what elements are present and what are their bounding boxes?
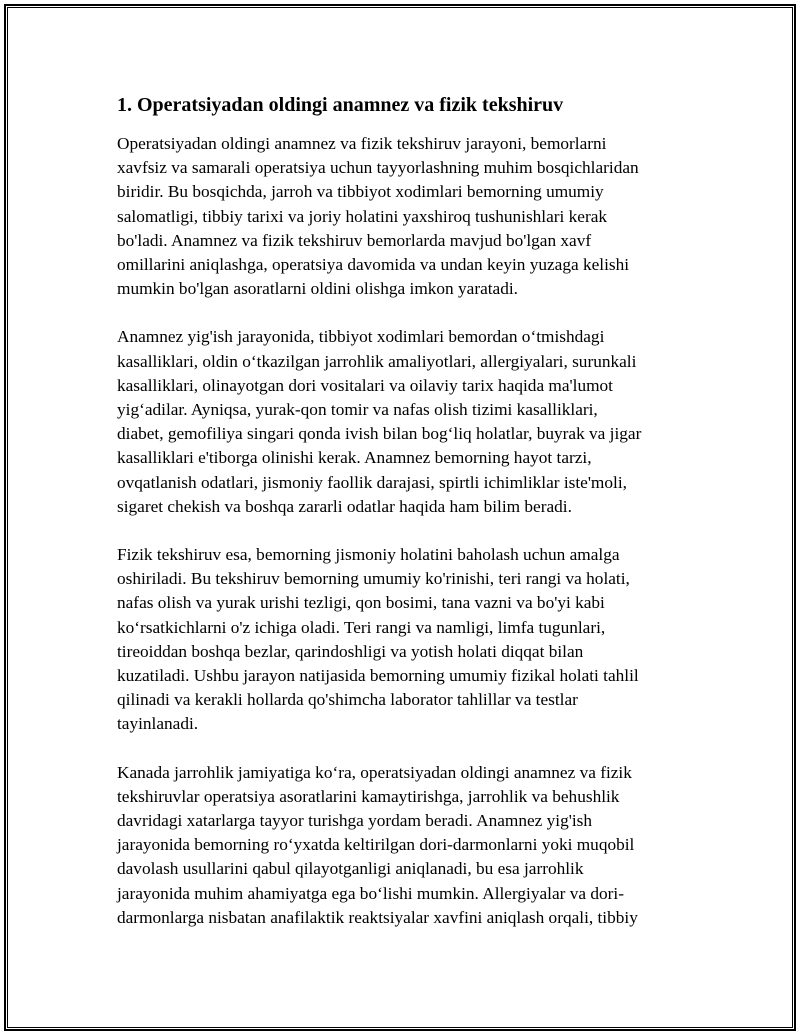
text-line: darmonlarga nisbatan anafilaktik reaktsiyalar xavfini aniqlash orqali, tibbiy: [117, 907, 638, 927]
text-line: nafas olish va yurak urishi tezligi, qon bosimi, tana vazni va bo'yi kabi: [117, 593, 605, 613]
text-line: diabet, gemofiliya singari qonda ivish bilan bog‘liq holatlar, buyrak va jigar: [117, 424, 642, 444]
text-line: kasalliklari, olinayotgan dori vositalari va oilaviy tarix haqida ma'lumot: [117, 375, 613, 395]
text-line: salomatligi, tibbiy tarixi va joriy holatini yaxshiroq tushunishlari kerak: [117, 206, 608, 226]
text-line: ko‘rsatkichlarni o'z ichiga oladi. Teri rangi va namligi, limfa tugunlari,: [117, 617, 606, 637]
text-line: tayinlanadi.: [117, 714, 199, 734]
text-line: biridir. Bu bosqichda, jarroh va tibbiyot xodimlari bemorning umumiy: [117, 182, 604, 202]
document-body: [117, 92, 677, 954]
text-line: kasalliklari e'tiborga olinishi kerak. Anamnez bemorning hayot tarzi,: [117, 448, 592, 468]
text-line: bo'ladi. Anamnez va fizik tekshiruv bemorlarda mavjud bo'lgan xavf: [117, 230, 592, 250]
text-line: ovqatlanish odatlari, jismoniy faollik darajasi, spirtli ichimliklar iste'moli,: [117, 472, 627, 492]
text-line: davridagi xatarlarga tayyor turishga yordam beradi. Anamnez yig'ish: [117, 811, 592, 831]
text-line: qilinadi va kerakli hollarda qo'shimcha laborator tahlillar va testlar: [117, 690, 578, 710]
text-line: omillarini aniqlashga, operatsiya davomida va undan keyin yuzaga kelishi: [117, 255, 630, 275]
text-line: xavfsiz va samarali operatsiya uchun tayyorlashning muhim bosqichlaridan: [117, 158, 639, 178]
text-line: tekshiruvlar operatsiya asoratlarini kamaytirishga, jarrohlik va behushlik: [117, 786, 620, 806]
paragraph-2: [117, 325, 677, 519]
text-line: tireoiddan boshqa bezlar, qarindoshligi va yotish holati diqqat bilan: [117, 641, 584, 661]
text-line: Fizik tekshiruv esa, bemorning jismoniy holatini baholash uchun amalga: [117, 545, 620, 565]
text-line: Anamnez yig'ish jarayonida, tibbiyot xodimlari bemordan o‘tmishdagi: [117, 327, 605, 347]
paragraph-4: [117, 761, 677, 930]
paragraph-3: [117, 543, 677, 737]
text-line: jarayonida muhim ahamiyatga ega bo‘lishi mumkin. Allergiyalar va dori-: [117, 883, 624, 903]
text-line: mumkin bo'lgan asoratlarni oldini olishga imkon yaratadi.: [117, 279, 518, 299]
text-line: Operatsiyadan oldingi anamnez va fizik tekshiruv jarayoni, bemorlarni: [117, 134, 607, 153]
text-line: jarayonida bemorning ro‘yxatda keltirilgan dori-darmonlarni yoki muqobil: [117, 835, 635, 855]
text-line: kuzatiladi. Ushbu jarayon natijasida bemorning umumiy fizikal holati tahlil: [117, 666, 639, 686]
text-line: yig‘adilar. Ayniqsa, yurak-qon tomir va nafas olish tizimi kasalliklari,: [117, 400, 598, 420]
text-line: oshiriladi. Bu tekshiruv bemorning umumiy ko'rinishi, teri rangi va holati,: [117, 569, 630, 589]
text-line: sigaret chekish va boshqa zararli odatlar haqida ham bilim beradi.: [117, 496, 572, 516]
paragraph-1: [117, 132, 677, 301]
section-heading: 1. Operatsiyadan oldingi anamnez va fizik tekshiruv: [117, 94, 564, 116]
text-line: davolash usullarini qabul qilayotganligi aniqlanadi, bu esa jarrohlik: [117, 859, 584, 879]
text-line: kasalliklari, oldin o‘tkazilgan jarrohlik amaliyotlari, allergiyalari, surunkali: [117, 351, 637, 371]
text-line: Kanada jarrohlik jamiyatiga ko‘ra, operatsiyadan oldingi anamnez va fizik: [117, 762, 632, 782]
